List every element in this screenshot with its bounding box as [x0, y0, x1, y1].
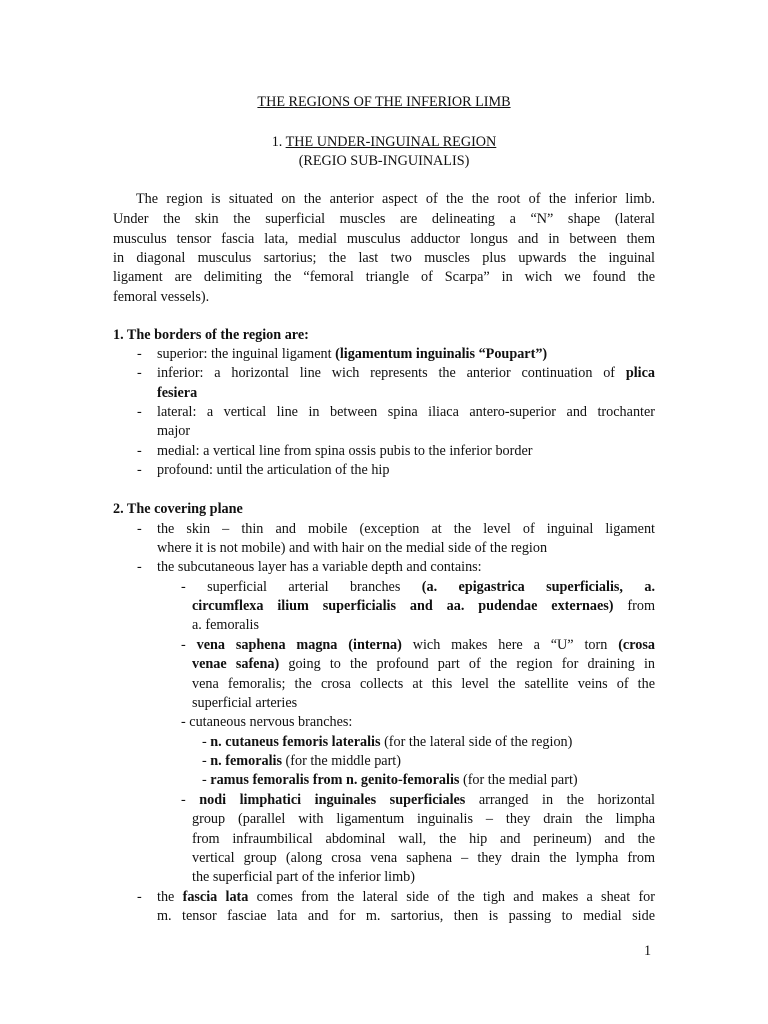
arterial-line-2: circumflexa ilium superficialis and aa. pudendae externaes) from — [192, 598, 655, 614]
nerve-item-3: - ramus femoralis from n. genito-femoralis (for the medial part) — [202, 772, 578, 788]
covering-skin-cont: where it is not mobile) and with hair on the medial side of the region — [157, 540, 548, 556]
intro-line-2: Under the skin the superficial muscles are delineating a “N” shape (lateral — [113, 211, 655, 227]
arterial-line-3: a. femoralis — [192, 617, 259, 633]
vena-line-2: venae safena) going to the profound part of the region for draining in — [192, 656, 655, 672]
border-profound: profound: until the articulation of the hip — [157, 462, 390, 478]
list-bullet: - — [137, 365, 142, 381]
intro-line-6: femoral vessels). — [113, 289, 210, 305]
section-heading — [0, 133, 768, 153]
section-subtitle: (REGIO SUB-INGUINALIS) — [298, 153, 470, 169]
intro-line-5: ligament are delimiting the “femoral triangle of Scarpa” in wich we found the — [113, 269, 655, 285]
section-number: 1. — [271, 134, 286, 150]
vena-line-4: superficial arteries — [192, 695, 298, 711]
nerve-item-2: - n. femoralis (for the middle part) — [202, 753, 401, 769]
list-bullet: - — [137, 889, 142, 905]
border-lateral: lateral: a vertical line in between spina iliaca antero-superior and trochanter — [157, 404, 655, 420]
intro-line-3: musculus tensor fascia lata, medial musculus adductor longus and in between them — [113, 231, 655, 247]
fascia-line-2: m. tensor fasciae lata and for m. sartorius, then is passing to medial side — [157, 908, 655, 924]
section-title: THE UNDER-INGUINAL REGION — [285, 134, 497, 150]
nodes-line-5: the superficial part of the inferior limb) — [192, 869, 415, 885]
border-inferior: inferior: a horizontal line wich represents the anterior continuation of plica — [157, 365, 655, 381]
list-bullet: - — [137, 404, 142, 420]
list-bullet: - — [137, 346, 142, 362]
list-bullet: - — [137, 559, 142, 575]
fascia-line-1: the fascia lata comes from the lateral side of the tigh and makes a sheat for — [157, 889, 655, 905]
border-lateral-cont: major — [157, 423, 191, 439]
border-medial: medial: a vertical line from spina ossis pubis to the inferior border — [157, 443, 533, 459]
border-superior: superior: the inguinal ligament (ligamentum inguinalis “Poupart”) — [157, 346, 548, 362]
covering-heading: 2. The covering plane — [113, 501, 243, 517]
vena-line-1: - vena saphena magna (interna) wich makes here a “U” torn (crosa — [181, 637, 655, 653]
covering-skin: the skin – thin and mobile (exception at the level of inguinal ligament — [157, 521, 655, 537]
border-inferior-cont: fesiera — [157, 385, 198, 401]
intro-line-1: The region is situated on the anterior aspect of the the root of the inferior limb. — [136, 191, 655, 207]
list-bullet: - — [137, 443, 142, 459]
page-number: 1 — [644, 943, 652, 959]
nerves-heading: - cutaneous nervous branches: — [181, 714, 353, 730]
intro-line-4: in diagonal musculus sartorius; the last two muscles plus upwards the inguinal — [113, 250, 655, 266]
vena-line-3: vena femoralis; the crosa collects at this level the satellite veins of the — [192, 676, 655, 692]
borders-heading: 1. The borders of the region are: — [113, 327, 309, 343]
nerve-item-1: - n. cutaneus femoris lateralis (for the lateral side of the region) — [202, 734, 573, 750]
nodes-line-2: group (parallel with ligamentum inguinalis – they drain the limpha — [192, 811, 655, 827]
arterial-line-1: - superficial arterial branches (a. epigastrica superficialis, a. — [181, 579, 655, 595]
nodes-line-4: vertical group (along crosa vena saphena – they drain the lympha from — [192, 850, 655, 866]
list-bullet: - — [137, 521, 142, 537]
list-bullet: - — [137, 462, 142, 478]
nodes-line-1: - nodi limphatici inguinales superficiales arranged in the horizontal — [181, 792, 655, 808]
nodes-line-3: from infraumbilical abdominal wall, the hip and perineum) and the — [192, 831, 655, 847]
document-title: THE REGIONS OF THE INFERIOR LIMB — [257, 94, 511, 110]
covering-subcutaneous: the subcutaneous layer has a variable depth and contains: — [157, 559, 482, 575]
